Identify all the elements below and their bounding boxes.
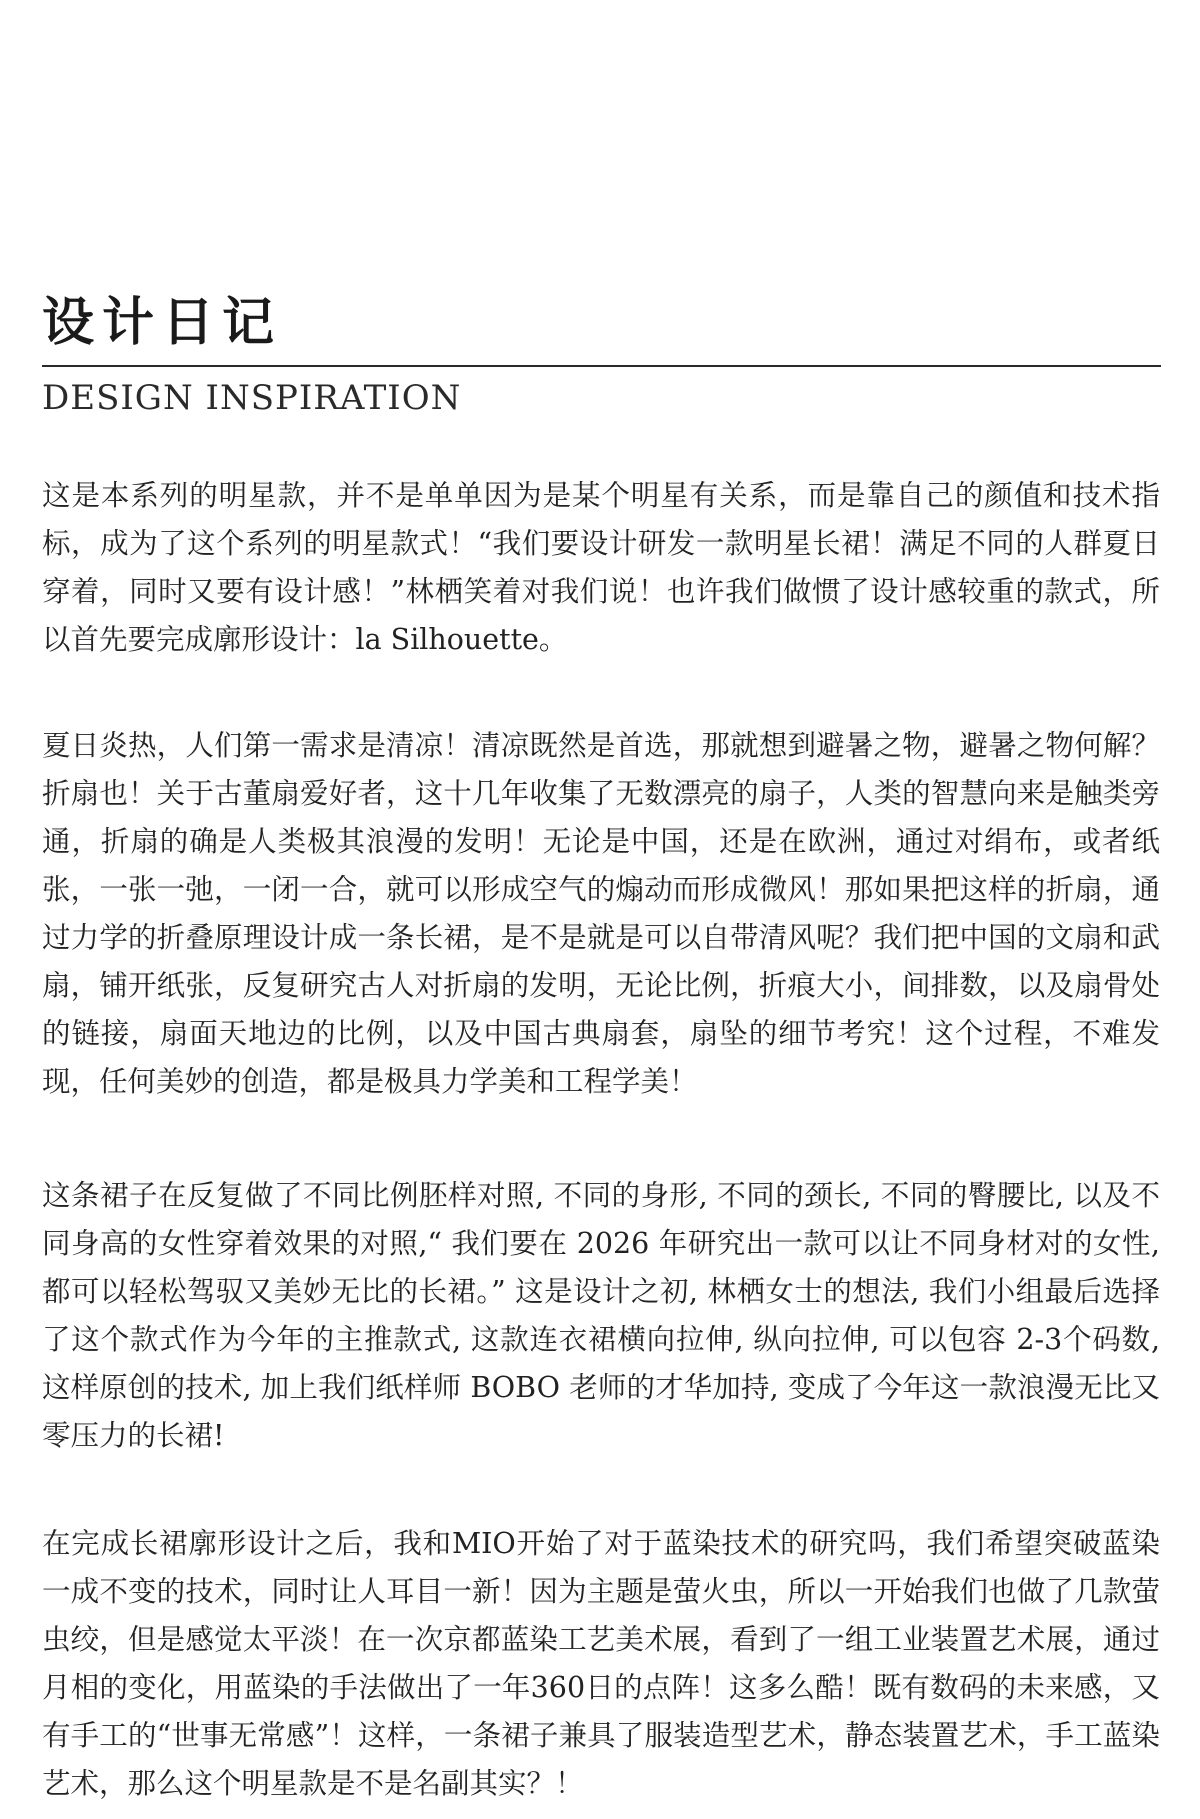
title-divider [42,365,1161,367]
paragraph-folding-fan: 夏日炎热，人们第一需求是清凉！清凉既然是首选，那就想到避暑之物，避暑之物何解？折扇也！关于古董扇爱好者，这十几年收集了无数漂亮的扇子，人类的智慧向来是触类旁通，折扇的确是人类极其浪漫的发明！无论是中国，还是在欧洲，通过对绢布，或者纸张，一张一弛，一闭一合，就可以形成空气的煽动而形成微风！那如果把这样的折扇，通过力学的折叠原理设计成一条长裙，是不是就是可以自带清风呢？我们把中国的文扇和武扇，铺开纸张，反复研究古人对折扇的发明，无论比例，折痕大小，间排数，以及扇骨处的链接，扇面天地边的比例，以及中国古典扇套，扇坠的细节考究！这个过程，不难发现，任何美妙的创造，都是极具力学美和工程学美！ [42,729,1160,1098]
paragraph-pattern-fitting: 这条裙子在反复做了不同比例胚样对照, 不同的身形, 不同的颈长, 不同的臀腰比, 以及不同身高的女性穿着效果的对照,“ 我们要在 2026 年研究出一款可以让不同身材对的女性, 都可以轻松驾驭又美妙无比的长裙。” 这是设计之初, 林栖女士的想法, 我们小组最后选择了这个款式作为今年的主推款式, 这款连衣裙横向拉伸, 纵向拉伸, 可以包容 2-3个码数, 这样原创的技术, 加上我们纸样师 BOBO 老师的才华加持, 变成了今年这一款浪漫无比又零压力的长裙! [42,1179,1160,1452]
paragraph-intro: 这是本系列的明星款，并不是单单因为是某个明星有关系，而是靠自己的颜值和技术指标，成为了这个系列的明星款式！“我们要设计研发一款明星长裙！满足不同的人群夏日穿着，同时又要有设计感！”林栖笑着对我们说！也许我们做惯了设计感较重的款式，所以首先要完成廓形设计：la Silhouette。 [42,479,1160,656]
paragraph-indigo-dye: 在完成长裙廓形设计之后，我和MIO开始了对于蓝染技术的研究吗，我们希望突破蓝染一成不变的技术，同时让人耳目一新！因为主题是萤火虫，所以一开始我们也做了几款萤虫绞，但是感觉太平淡！在一次京都蓝染工艺美术展，看到了一组工业装置艺术展，通过月相的变化，用蓝染的手法做出了一年360日的点阵！这多么酷！既有数码的未来感，又有手工的“世事无常感”！这样，一条裙子兼具了服装造型艺术，静态装置艺术，手工蓝染艺术，那么这个明星款是不是名副其实？！ [42,1527,1160,1800]
page-title: 设计日记 [42,292,283,353]
page-subtitle: DESIGN INSPIRATION [42,378,462,418]
